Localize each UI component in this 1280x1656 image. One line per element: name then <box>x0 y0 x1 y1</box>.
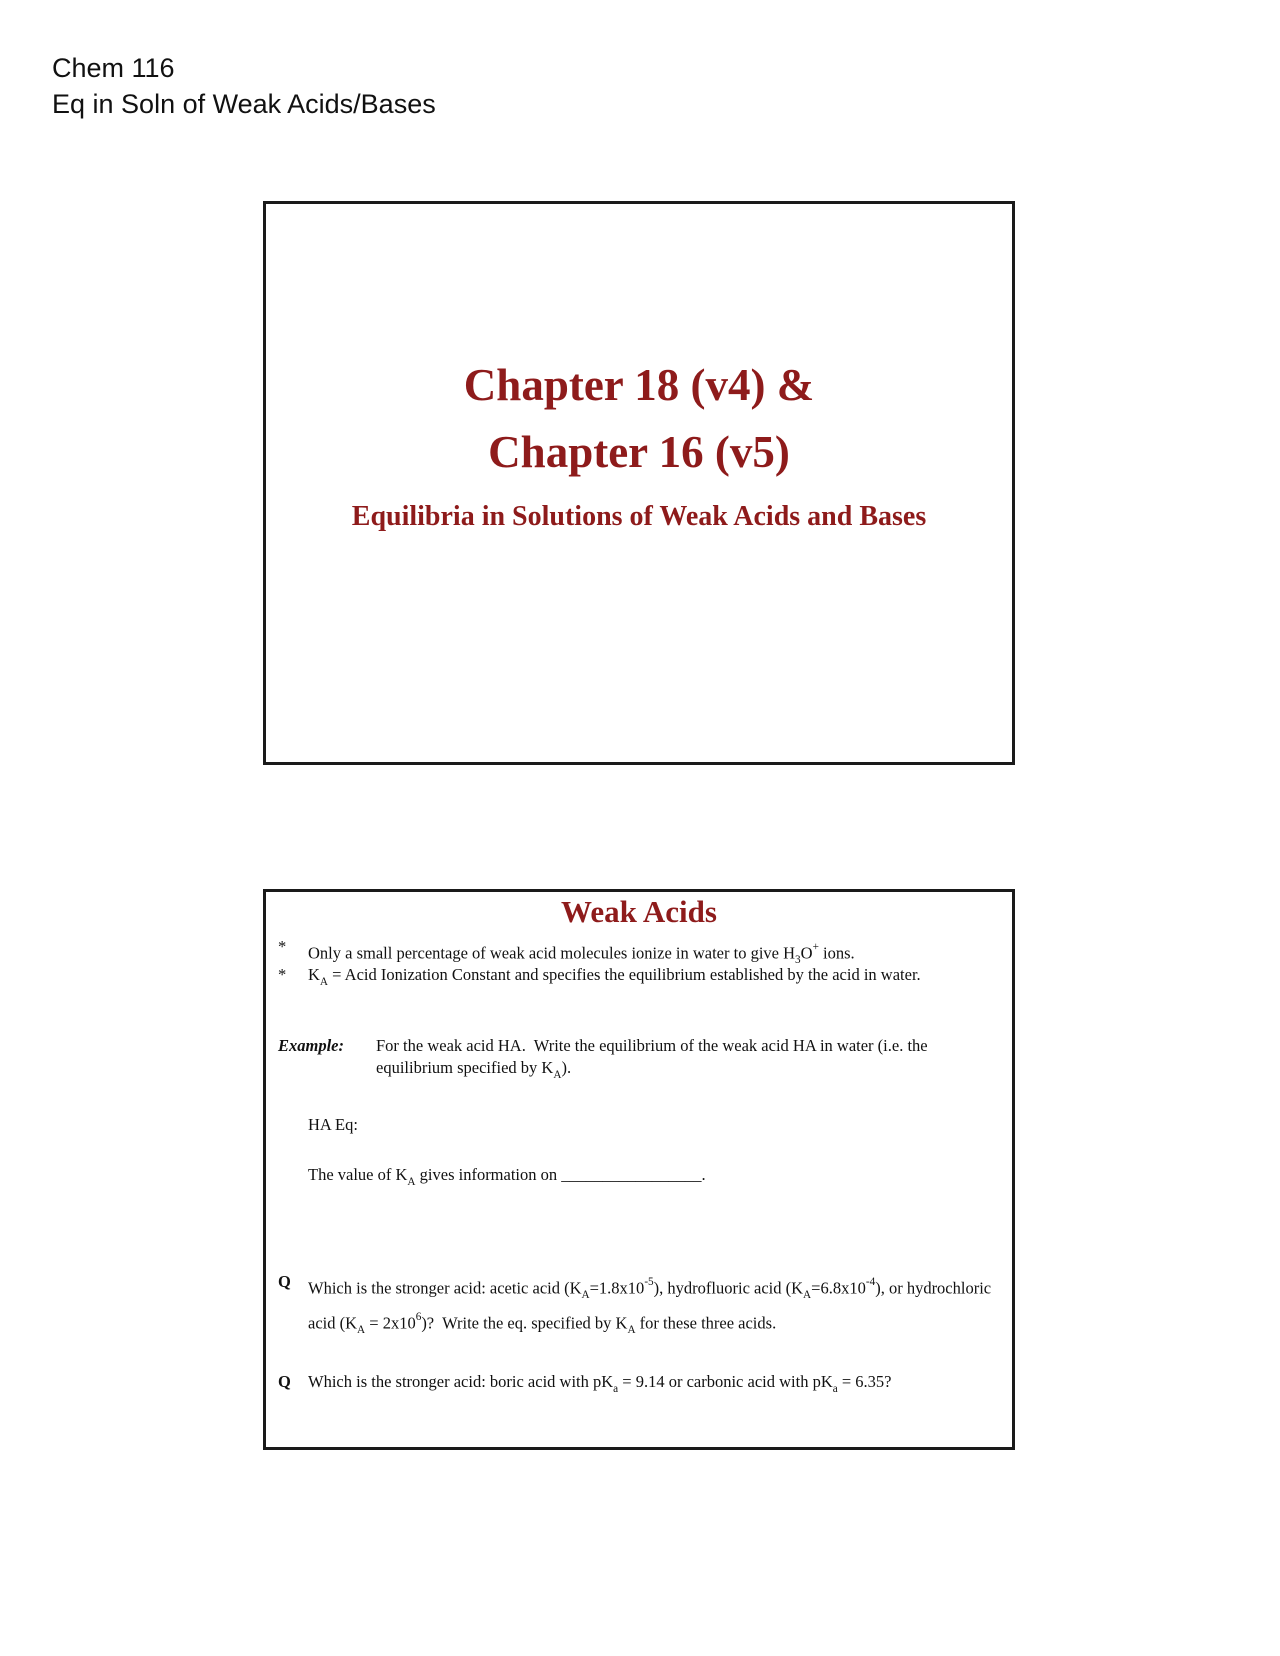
example-text: For the weak acid HA. Write the equilibrium of the weak acid HA in water (i.e. the equilibrium specified by $K_A$). <box>376 1036 932 1081</box>
question-text: Which is the stronger acid: boric acid with $pK_a = 9.14$ or carbonic acid with $pK_a = 6.35$? <box>308 1372 892 1395</box>
slide-title-card <box>263 201 1015 765</box>
value-line <box>278 1164 1004 1193</box>
question-item <box>278 1271 1004 1341</box>
question-marker: Q <box>278 1372 291 1391</box>
value-line-text: The value of $K_A$ gives information on _________________. <box>308 1165 706 1188</box>
example-label: Example: <box>278 1036 344 1055</box>
example-block <box>278 1035 1004 1086</box>
chapter-title-line1: Chapter 18 (v4) & <box>463 360 815 410</box>
bullet-marker: * <box>278 965 287 984</box>
course-code: Chem 116 <box>52 53 175 83</box>
chapter-title <box>266 352 1012 486</box>
doc-header <box>52 50 436 122</box>
bullet-item <box>278 964 1004 993</box>
question-item <box>278 1371 1004 1400</box>
question-text: Which is the stronger acid: acetic acid $(K_A=1.8x10^{-5})$, hydrofluoric acid $(K_A=6.8x10^{-4})$, or hydrochloric acid $(K_A = 2x10^6)$? Write the eq. specified by $K_A$ for these three acids. <box>308 1276 996 1337</box>
bullet-marker: * <box>278 937 287 956</box>
chapter-subtitle: Equilibria in Solutions of Weak Acids and Bases <box>351 501 927 532</box>
bullet-text: $K_A$ = Acid Ionization Constant and specifies the equilibrium established by the acid in water. <box>308 965 921 988</box>
slide-title: Weak Acids <box>561 894 717 929</box>
bullet-text: Only a small percentage of weak acid molecules ionize in water to give $H_3O^+$ ions. <box>308 941 855 967</box>
ha-eq-label: HA Eq: <box>308 1115 358 1134</box>
slide-weak-acids <box>263 889 1015 1450</box>
doc-title: Eq in Soln of Weak Acids/Bases <box>52 89 436 119</box>
question-marker: Q <box>278 1272 291 1291</box>
chapter-title-line2: Chapter 16 (v5) <box>488 427 790 477</box>
